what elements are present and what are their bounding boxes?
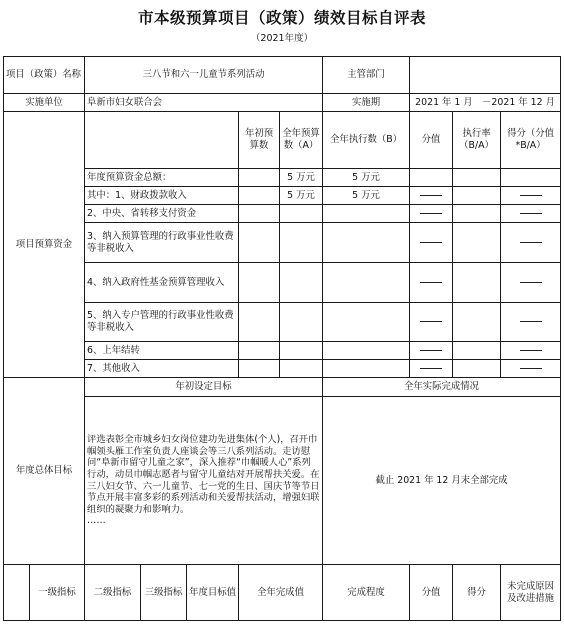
budget-row-score xyxy=(501,303,561,342)
budget-header-score: 得分（分值*B/A） xyxy=(501,112,561,169)
budget-row-score xyxy=(501,360,561,378)
dash-mark xyxy=(520,321,542,322)
goals-actual-header: 全年实际完成情况 xyxy=(323,378,561,397)
indicator-header-degree: 完成程度 xyxy=(323,565,410,621)
indicator-header-reason: 未完成原因及改进措施 xyxy=(501,565,561,621)
budget-row-score xyxy=(501,342,561,360)
dash-mark xyxy=(520,350,542,351)
budget-row-label: 7、其他收入 xyxy=(85,360,239,378)
budget-row xyxy=(4,223,561,263)
project-name-label: 项目（政策）名称 xyxy=(4,57,85,94)
budget-row-rate xyxy=(453,360,501,378)
budget-row-rate xyxy=(453,303,501,342)
budget-row-executed: 5 万元 xyxy=(323,187,410,205)
dash-mark xyxy=(420,368,442,369)
dept-label: 主管部门 xyxy=(323,57,410,94)
budget-row-annual: 5 万元 xyxy=(280,187,323,205)
budget-row-executed xyxy=(323,223,410,263)
dept-value xyxy=(410,57,561,94)
indicator-header-target: 年度目标值 xyxy=(187,565,239,621)
goals-initial-header: 年初设定目标 xyxy=(85,378,323,397)
budget-row-score xyxy=(501,169,561,187)
budget-row-score xyxy=(501,205,561,223)
budget-row-initial xyxy=(239,263,280,303)
budget-row-executed xyxy=(323,303,410,342)
budget-row xyxy=(4,342,561,360)
indicator-header-score: 得分 xyxy=(453,565,501,621)
budget-section-label: 项目预算资金 xyxy=(4,112,85,378)
budget-header-executed: 全年执行数（B） xyxy=(323,112,410,169)
budget-row-score-value xyxy=(410,223,453,263)
budget-header-rate: 执行率（B/A） xyxy=(453,112,501,169)
dash-mark xyxy=(420,195,442,196)
budget-header-initial: 年初预算数 xyxy=(239,112,280,169)
budget-row-annual xyxy=(280,223,323,263)
evaluation-table xyxy=(3,56,561,621)
goals-actual-text: 截止 2021 年 12 月末全部完成 xyxy=(323,397,561,565)
budget-row-label: 4、纳入政府性基金预算管理收入 xyxy=(85,263,239,303)
budget-row-initial xyxy=(239,205,280,223)
budget-row-initial xyxy=(239,360,280,378)
budget-row-initial xyxy=(239,303,280,342)
budget-row-score xyxy=(501,263,561,303)
page-subtitle: （2021年度） xyxy=(250,33,314,44)
budget-row-score xyxy=(501,187,561,205)
goals-initial-text: 评选表彰全市城乡妇女岗位建功先进集体(个人)，召开巾帼领头雁工作室负责人座谈会等三八系列活动。走访慰问“阜新市留守儿童之家”，深入推荐“巾帼暖人心”系列行动，动员巾帼志愿者与留守儿童结对开展帮扶关爱。在三八妇女节、六一儿童节、七一党的生日、国庆节等节日节点开展丰富多彩的系列活动和关爱帮扶活动，增强妇联组织的凝聚力和影响力。 xyxy=(87,434,320,515)
indicator-header-level3: 三级指标 xyxy=(141,565,187,621)
project-name: 三八节和六一儿童节系列活动 xyxy=(85,57,323,94)
budget-row xyxy=(4,303,561,342)
budget-row-score-value xyxy=(410,342,453,360)
budget-header-score-value: 分值 xyxy=(410,112,453,169)
budget-row-label: 其中：1、财政拨款收入 xyxy=(85,187,239,205)
budget-row xyxy=(4,263,561,303)
budget-row-initial xyxy=(239,187,280,205)
dash-mark xyxy=(420,242,442,243)
budget-row-score-value xyxy=(410,303,453,342)
budget-row-initial xyxy=(239,342,280,360)
dash-mark xyxy=(520,282,542,283)
budget-row xyxy=(4,169,561,187)
budget-row-annual: 5 万元 xyxy=(280,169,323,187)
dash-mark xyxy=(420,282,442,283)
dash-mark xyxy=(520,195,542,196)
budget-row-initial xyxy=(239,169,280,187)
budget-row-executed xyxy=(323,360,410,378)
budget-row-annual xyxy=(280,263,323,303)
budget-row xyxy=(4,360,561,378)
unit-value: 阜新市妇女联合会 xyxy=(85,94,323,112)
indicator-header-level2: 二级指标 xyxy=(85,565,141,621)
dash-mark xyxy=(420,321,442,322)
dash-mark xyxy=(520,368,542,369)
budget-header-blank xyxy=(85,112,239,169)
goals-initial-more: …… xyxy=(87,515,106,527)
period-value: 2021 年 1 月 －2021 年 12 月 xyxy=(410,94,561,112)
budget-row-label: 5、纳入专户管理的行政事业性收费等非税收入 xyxy=(85,303,239,342)
budget-row-initial xyxy=(239,223,280,263)
budget-row-rate xyxy=(453,169,501,187)
budget-header-annual: 全年预算数（A） xyxy=(280,112,323,169)
budget-row-rate xyxy=(453,187,501,205)
budget-row-score-value xyxy=(410,360,453,378)
budget-row-label: 6、上年结转 xyxy=(85,342,239,360)
budget-row-annual xyxy=(280,303,323,342)
budget-row-annual xyxy=(280,342,323,360)
budget-row-rate xyxy=(453,205,501,223)
budget-row-label: 2、中央、省转移支付资金 xyxy=(85,205,239,223)
budget-row-executed xyxy=(323,205,410,223)
unit-label: 实施单位 xyxy=(4,94,85,112)
budget-row-annual xyxy=(280,360,323,378)
budget-row-executed xyxy=(323,263,410,303)
budget-row-rate xyxy=(453,263,501,303)
budget-row-label: 年度预算资金总额： xyxy=(85,169,239,187)
indicator-header-score-value: 分值 xyxy=(410,565,453,621)
period-label: 实施期 xyxy=(323,94,410,112)
goals-section-label: 年度总体目标 xyxy=(4,378,85,565)
dash-mark xyxy=(420,350,442,351)
budget-row-annual xyxy=(280,205,323,223)
budget-row-score-value xyxy=(410,205,453,223)
indicator-blank xyxy=(4,565,30,621)
budget-row-score-value xyxy=(410,169,453,187)
goals-initial-cell xyxy=(85,397,323,565)
budget-row-executed: 5 万元 xyxy=(323,169,410,187)
dash-mark xyxy=(520,213,542,214)
dash-mark xyxy=(420,213,442,214)
budget-row-score-value xyxy=(410,187,453,205)
budget-row xyxy=(4,205,561,223)
budget-row-label: 3、纳入预算管理的行政事业性收费等非税收入 xyxy=(85,223,239,263)
indicator-header-level1: 一级指标 xyxy=(30,565,85,621)
budget-row-score-value xyxy=(410,263,453,303)
dash-mark xyxy=(520,242,542,243)
budget-row-score xyxy=(501,223,561,263)
budget-row-executed xyxy=(323,342,410,360)
page-title: 市本级预算项目（政策）绩效目标自评表 xyxy=(137,9,426,27)
budget-row-rate xyxy=(453,223,501,263)
budget-row-rate xyxy=(453,342,501,360)
indicator-header-actual: 全年完成值 xyxy=(239,565,323,621)
budget-row xyxy=(4,187,561,205)
